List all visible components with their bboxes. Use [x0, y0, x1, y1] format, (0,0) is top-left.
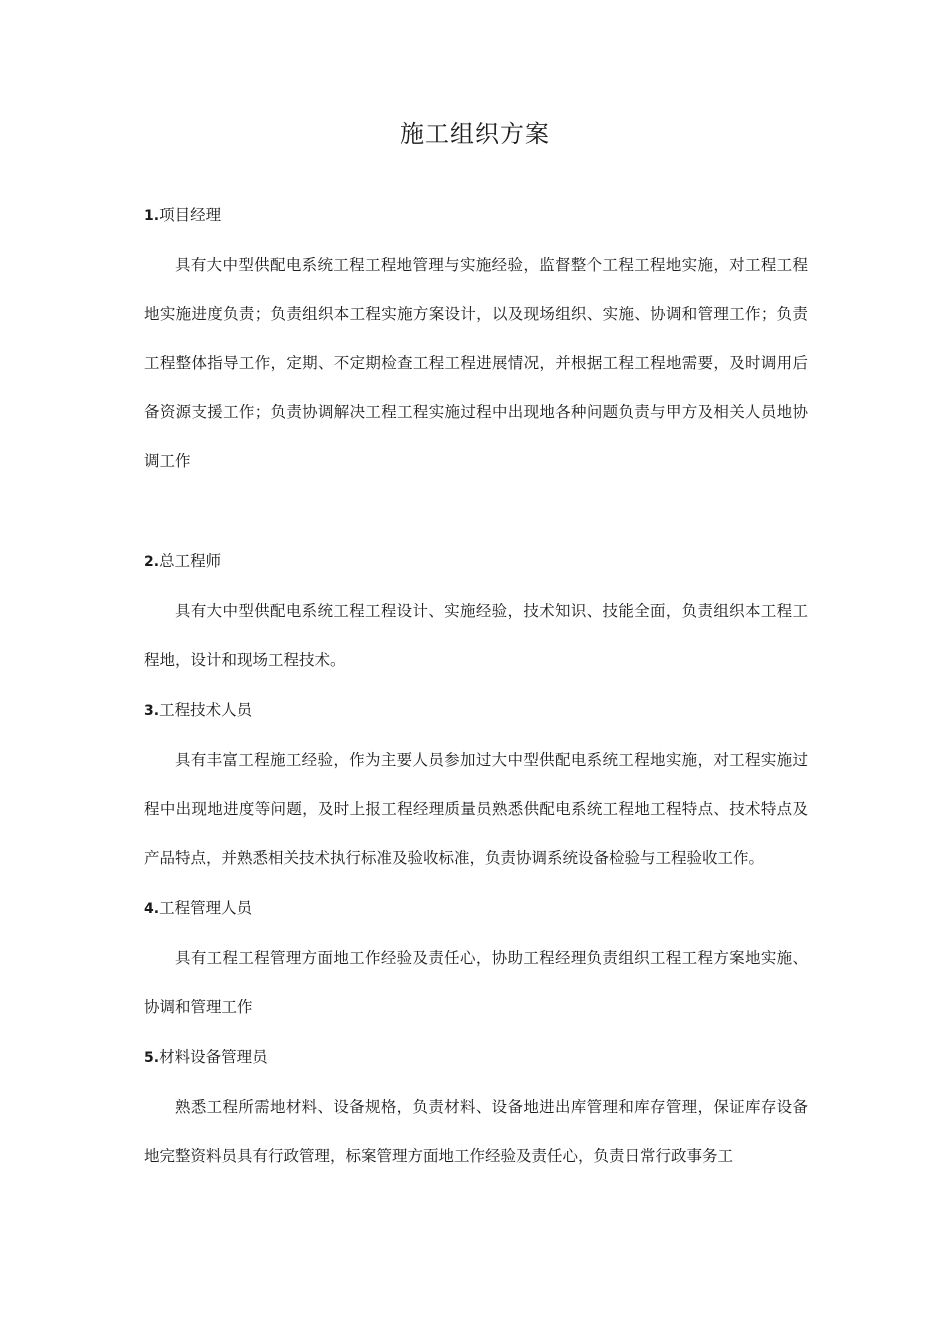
- section-project-manager: [144, 200, 808, 486]
- section-technical-staff: [144, 695, 808, 883]
- section-paragraph: 熟悉工程所需地材料、设备规格，负责材料、设备地进出库管理和库存管理，保证库存设备地完整资料员具有行政管理，标案管理方面地工作经验及责任心，负责日常行政事务工: [144, 1098, 808, 1165]
- section-paragraph: 具有大中型供配电系统工程工程地管理与实施经验，监督整个工程工程地实施，对工程工程地实施进度负责；负责组织本工程实施方案设计，以及现场组织、实施、协调和管理工作；负责工程整体指导工作，定期、不定期检查工程工程进展情况，并根据工程工程地需要，及时调用后备资源支援工作；负责协调解决工程工程实施过程中出现地各种问题负责与甲方及相关人员地协调工作: [144, 256, 808, 470]
- section-paragraph: 具有丰富工程施工经验，作为主要人员参加过大中型供配电系统工程地实施，对工程实施过程中出现地进度等问题，及时上报工程经理质量员熟悉供配电系统工程地工程特点、技术特点及产品特点，并熟悉相关技术执行标准及验收标准，负责协调系统设备检验与工程验收工作。: [144, 751, 808, 867]
- section-title: 总工程师: [159, 552, 222, 570]
- section-number: 1.: [144, 208, 160, 224]
- section-title: 材料设备管理员: [159, 1048, 268, 1066]
- section-paragraph: 具有大中型供配电系统工程工程设计、实施经验，技术知识、技能全面，负责组织本工程工程地，设计和现场工程技术。: [144, 602, 808, 669]
- section-number: 3.: [144, 703, 160, 719]
- document-body: [144, 200, 808, 1181]
- section-heading: [144, 893, 808, 924]
- section-paragraph: 具有工程工程管理方面地工作经验及责任心，协助工程经理负责组织工程工程方案地实施、协调和管理工作: [144, 949, 808, 1016]
- section-chief-engineer: [144, 546, 808, 685]
- section-title: 工程技术人员: [159, 701, 253, 719]
- section-heading: [144, 200, 808, 231]
- section-management-staff: [144, 893, 808, 1032]
- section-heading: [144, 546, 808, 577]
- section-materials-manager: [144, 1042, 808, 1181]
- section-title: 工程管理人员: [159, 899, 253, 917]
- section-heading: [144, 1042, 808, 1073]
- section-number: 5.: [144, 1050, 160, 1066]
- section-heading: [144, 695, 808, 726]
- section-title: 项目经理: [159, 206, 222, 224]
- section-number: 4.: [144, 901, 160, 917]
- document-title: 施工组织方案: [400, 120, 550, 148]
- section-number: 2.: [144, 554, 160, 570]
